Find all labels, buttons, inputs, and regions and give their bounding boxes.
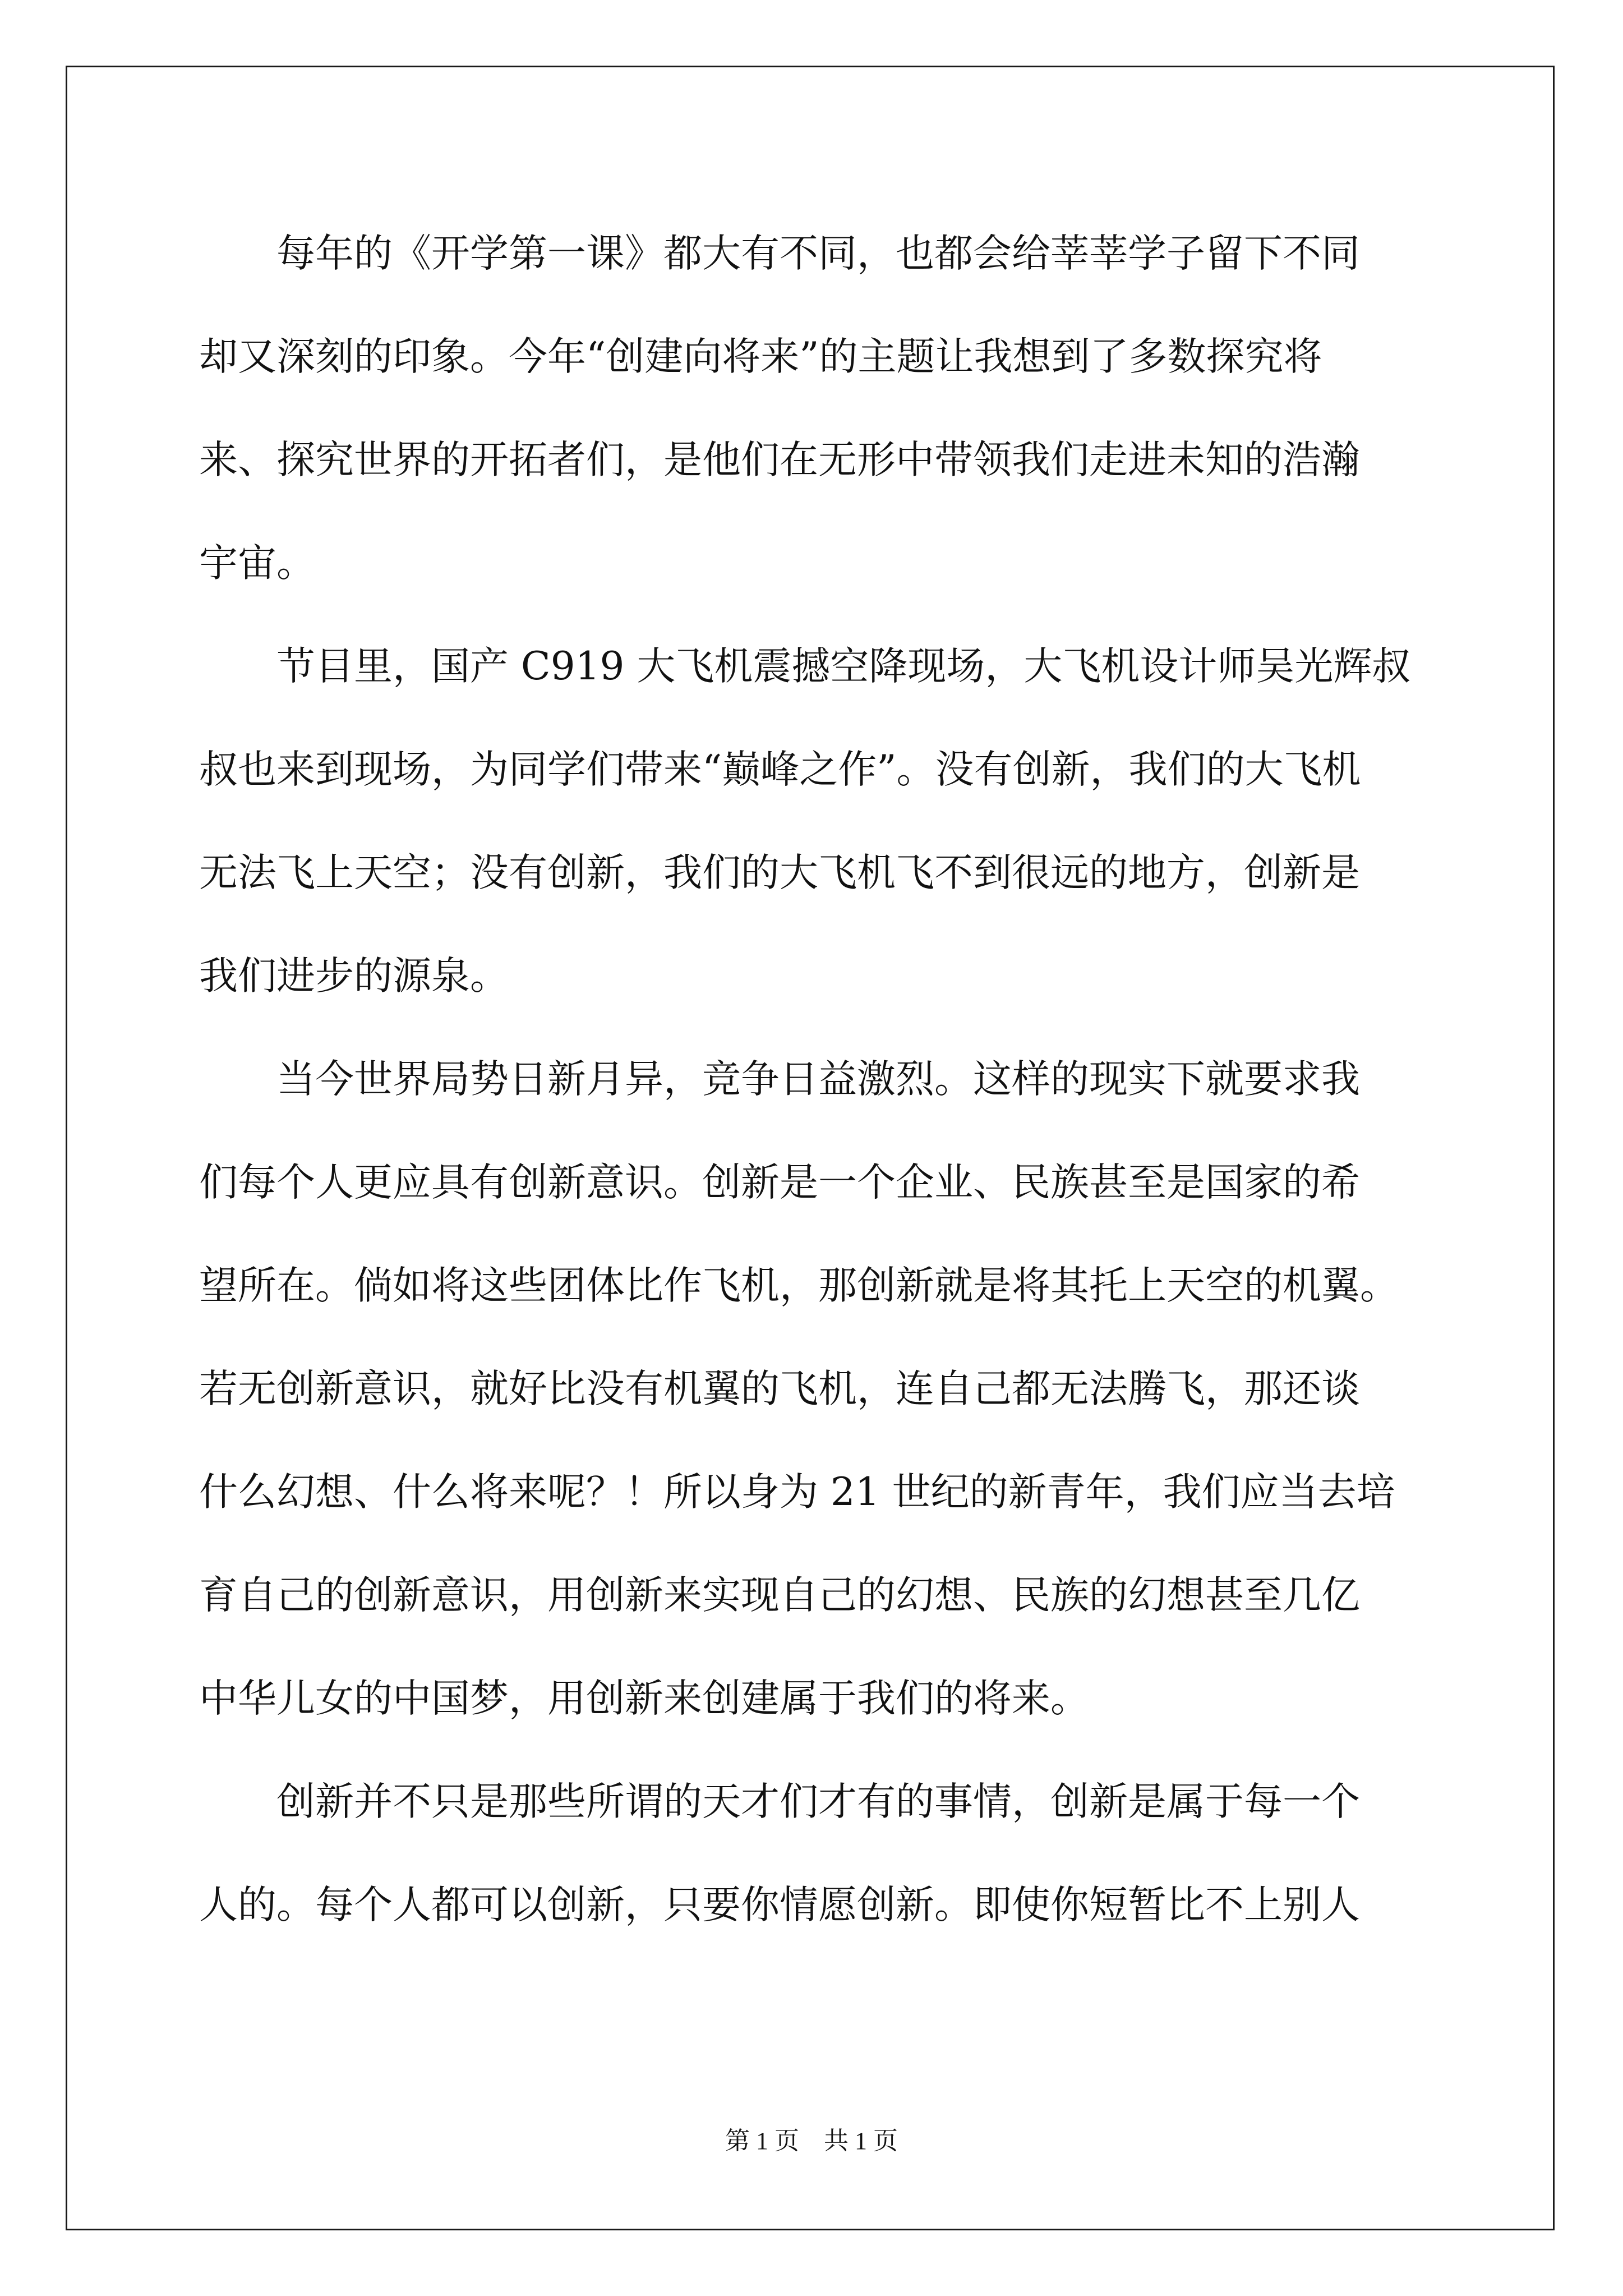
text-line: 节目里，国产 C919 大飞机震撼空降现场，大飞机设计师吴光辉叔 — [199, 644, 1411, 689]
text-line: 中华儿女的中国梦，用创新来创建属于我们的将来。 — [199, 1676, 1089, 1721]
text-line: 却又深刻的印象。今年“创建向将来”的主题让我想到了多数探究将 — [199, 334, 1322, 379]
paragraph — [199, 1750, 1455, 1957]
paragraph — [199, 615, 1455, 1028]
text-line: 什么幻想、什么将来呢？！所以身为 21 世纪的新青年，我们应当去培 — [199, 1470, 1395, 1515]
text-line: 我们进步的源泉。 — [199, 954, 509, 999]
paragraph — [199, 202, 1455, 615]
text-line: 们每个人更应具有创新意识。创新是一个企业、民族甚至是国家的希 — [199, 1160, 1360, 1205]
text-line: 无法飞上天空；没有创新，我们的大飞机飞不到很远的地方，创新是 — [199, 850, 1360, 895]
text-line: 当今世界局势日新月异，竞争日益激烈。这样的现实下就要求我 — [199, 1057, 1360, 1102]
text-line: 每年的《开学第一课》都大有不同，也都会给莘莘学子留下不同 — [199, 231, 1360, 276]
document-body — [199, 202, 1455, 1957]
text-line: 宇宙。 — [199, 541, 315, 586]
text-line: 人的。每个人都可以创新，只要你情愿创新。即使你短暂比不上别人 — [199, 1883, 1360, 1927]
text-line: 望所在。倘如将这些团体比作飞机，那创新就是将其托上天空的机翼。 — [199, 1263, 1399, 1308]
text-line: 来、探究世界的开拓者们，是他们在无形中带领我们走进未知的浩瀚 — [199, 438, 1360, 482]
text-line: 若无创新意识，就好比没有机翼的飞机，连自己都无法腾飞，那还谈 — [199, 1366, 1360, 1411]
text-line: 创新并不只是那些所谓的天才们才有的事情，创新是属于每一个 — [199, 1779, 1360, 1824]
text-line: 叔也来到现场，为同学们带来“巅峰之作”。没有创新，我们的大飞机 — [199, 747, 1361, 792]
paragraph — [199, 1028, 1455, 1750]
text-line: 育自己的创新意识，用创新来实现自己的幻想、民族的幻想甚至几亿 — [199, 1573, 1360, 1618]
page-number-footer: 第 1 页 共 1 页 — [725, 2127, 898, 2155]
